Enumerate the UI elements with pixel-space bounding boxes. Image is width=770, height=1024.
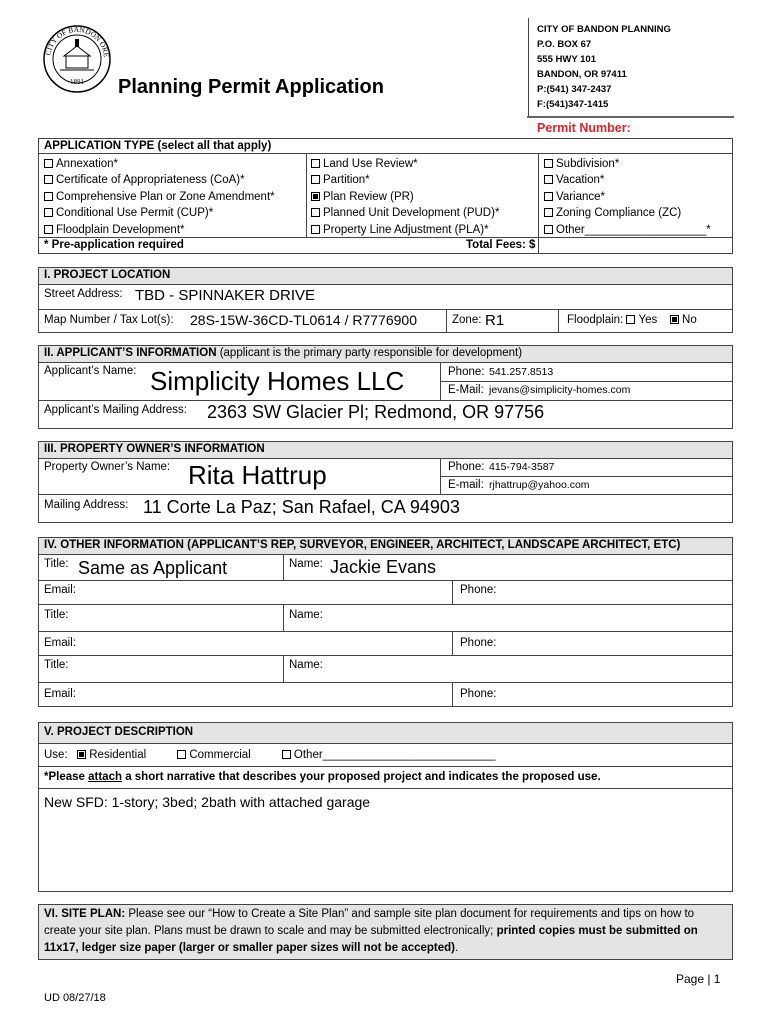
- divider: [38, 284, 733, 285]
- divider: [38, 554, 733, 555]
- divider: [38, 458, 733, 459]
- checkbox-zoning-compliance[interactable]: [544, 205, 711, 221]
- divider: [538, 153, 539, 254]
- divider: [38, 743, 733, 744]
- applicant-heading-title: II. APPLICANT’S INFORMATION: [44, 347, 217, 359]
- checkbox-icon[interactable]: [311, 225, 320, 234]
- rep2-name-label: Name:: [289, 609, 323, 621]
- checkbox-icon[interactable]: [44, 175, 53, 184]
- floodplain-no-label: No: [682, 314, 697, 326]
- checkbox-icon[interactable]: [544, 225, 553, 234]
- site-plan-text-end: .: [454, 942, 459, 954]
- divider: [38, 682, 733, 683]
- checkbox-icon[interactable]: [282, 750, 291, 759]
- checkbox-plan-review[interactable]: [311, 189, 499, 205]
- checkbox-label: Land Use Review*: [323, 158, 418, 170]
- app-type-col-3: [544, 156, 711, 238]
- checkbox-icon[interactable]: [311, 159, 320, 168]
- use-other-label: Other___________________________: [293, 749, 496, 761]
- owner-phone-label: Phone:: [448, 461, 485, 473]
- checkbox-label: Zoning Compliance (ZC): [556, 207, 682, 220]
- total-fees-label: Total Fees: $: [466, 239, 536, 251]
- divider: [38, 309, 733, 310]
- page-number: Page | 1: [676, 972, 721, 986]
- owner-name-field[interactable]: Rita Hattrup: [188, 460, 327, 490]
- checkbox-icon[interactable]: [544, 192, 553, 201]
- divider: [38, 655, 733, 656]
- site-plan-paper-requirement: printed copies must be submitted on 11x17, ledger size paper (larger or smaller paper sizes will not be accepted): [44, 925, 698, 954]
- floodplain-label: Floodplain:: [567, 314, 624, 326]
- checkbox-icon[interactable]: [44, 159, 53, 168]
- agency-line: P.O. BOX 67: [537, 39, 592, 50]
- form-title: Planning Permit Application: [118, 76, 384, 98]
- header-divider: [528, 18, 529, 116]
- divider: [440, 476, 733, 477]
- divider: [558, 309, 559, 333]
- checkbox-label: Vacation*: [556, 174, 605, 187]
- checkbox-icon[interactable]: [177, 750, 186, 759]
- checkbox-floodplain-dev[interactable]: [44, 222, 275, 238]
- divider: [283, 604, 284, 631]
- version-date: UD 08/27/18: [44, 992, 106, 1004]
- checkbox-label: Partition*: [323, 174, 370, 187]
- checkbox-pud[interactable]: [311, 205, 499, 221]
- attach-note-pre: *Please: [44, 771, 89, 783]
- checkbox-label: Certificate of Appropriateness (CoA)*: [56, 174, 245, 187]
- divider: [283, 554, 284, 580]
- project-narrative-field[interactable]: New SFD: 1-story; 3bed; 2bath with attached garage: [44, 794, 371, 810]
- divider: [446, 309, 447, 333]
- owner-heading: III. PROPERTY OWNER’S INFORMATION: [44, 443, 265, 455]
- project-location-heading: I. PROJECT LOCATION: [44, 269, 171, 281]
- checkbox-land-use[interactable]: [311, 156, 499, 172]
- checkbox-other[interactable]: [544, 222, 711, 238]
- checkbox-label: Plan Review (PR): [323, 190, 414, 203]
- divider: [452, 682, 453, 707]
- rep3-email-label: Email:: [44, 688, 76, 700]
- applicant-phone-field[interactable]: 541.257.8513: [489, 366, 554, 378]
- site-plan-heading: VI. SITE PLAN:: [44, 908, 126, 920]
- owner-name-label: Property Owner’s Name:: [44, 461, 171, 473]
- applicant-mailing-field[interactable]: 2363 SW Glacier Pl; Redmond, OR 97756: [207, 402, 545, 422]
- attach-note: [44, 771, 601, 783]
- checkbox-label: Other___________________*: [556, 223, 711, 236]
- application-type-heading: APPLICATION TYPE (select all that apply): [44, 140, 272, 152]
- rep2-phone-label: Phone:: [460, 637, 497, 649]
- rep1-name-label: Name:: [289, 558, 323, 570]
- project-description-heading: V. PROJECT DESCRIPTION: [44, 726, 194, 738]
- rep2-email-label: Email:: [44, 637, 76, 649]
- checkbox-icon[interactable]: [44, 208, 53, 217]
- agency-line: BANDON, OR 97411: [537, 69, 627, 80]
- rep3-name-label: Name:: [289, 659, 323, 671]
- divider: [440, 381, 733, 382]
- divider: [38, 788, 733, 789]
- checkbox-label: Subdivision*: [556, 158, 620, 170]
- owner-phone-field[interactable]: 415-794-3587: [489, 461, 555, 473]
- checkbox-icon[interactable]: [311, 208, 320, 217]
- use-field: [44, 749, 495, 761]
- rep3-phone-label: Phone:: [460, 688, 497, 700]
- svg-text:CITY OF BANDON OREGON: CITY OF BANDON ORE: [43, 24, 111, 58]
- checkbox-label: Floodplain Development*: [56, 223, 185, 236]
- checkbox-checked-icon[interactable]: [77, 750, 86, 759]
- attach-note-word: attach: [88, 771, 122, 783]
- owner-email-label: E-mail:: [448, 479, 484, 491]
- checkbox-icon[interactable]: [44, 225, 53, 234]
- divider: [38, 237, 733, 238]
- agency-line: F:(541)347-1415: [537, 99, 609, 110]
- header-rule: [527, 116, 734, 118]
- use-commercial-label: Commercial: [189, 749, 251, 761]
- checkbox-label: Annexation*: [56, 158, 119, 170]
- rep1-phone-label: Phone:: [460, 584, 497, 596]
- use-residential-label: Residential: [89, 749, 147, 761]
- rep1-title-label: Title:: [44, 558, 69, 570]
- owner-email-field[interactable]: rjhattrup@yahoo.com: [489, 479, 590, 491]
- checkbox-comp-plan[interactable]: [44, 189, 275, 205]
- checkbox-annexation[interactable]: [44, 156, 275, 172]
- map-number-field[interactable]: 28S-15W-36CD-TL0614 / R7776900: [190, 312, 417, 328]
- street-address-field[interactable]: TBD - SPINNAKER DRIVE: [135, 287, 316, 304]
- map-number-label: Map Number / Tax Lot(s):: [44, 314, 174, 326]
- rep1-name-field[interactable]: Jackie Evans: [330, 557, 437, 577]
- use-label: Use:: [44, 749, 68, 761]
- divider: [38, 580, 733, 581]
- divider: [38, 494, 733, 495]
- divider: [452, 631, 453, 655]
- app-type-col-2: [311, 156, 499, 238]
- checkbox-icon[interactable]: [544, 208, 553, 217]
- rep1-email-label: Email:: [44, 584, 76, 596]
- applicant-email-field[interactable]: jevans@simplicity-homes.com: [489, 384, 631, 396]
- agency-address: [537, 22, 671, 112]
- divider: [38, 604, 733, 605]
- applicant-mailing-label: Applicant’s Mailing Address:: [44, 404, 187, 416]
- checkbox-label: Variance*: [556, 190, 606, 203]
- applicant-phone-label: Phone:: [448, 366, 485, 378]
- checkbox-cup[interactable]: [44, 205, 275, 221]
- divider: [38, 766, 733, 767]
- owner-mailing-label: Mailing Address:: [44, 499, 129, 511]
- checkbox-label: Planned Unit Development (PUD)*: [323, 207, 500, 220]
- applicant-heading-note: (applicant is the primary party responsible for development): [219, 347, 523, 359]
- checkbox-checked-icon[interactable]: [311, 192, 320, 201]
- other-info-heading: IV. OTHER INFORMATION (APPLICANT’S REP, SURVEYOR, ENGINEER, ARCHITECT, LANDSCAPE ARCHITECT, ETC): [44, 539, 681, 551]
- checkbox-icon[interactable]: [44, 192, 53, 201]
- agency-line: 555 HWY 101: [537, 54, 596, 65]
- divider: [283, 655, 284, 682]
- applicant-heading: [44, 347, 522, 359]
- checkbox-coa[interactable]: [44, 172, 275, 188]
- checkbox-pla[interactable]: [311, 222, 499, 238]
- app-type-col-1: [44, 156, 275, 238]
- site-plan-text: [44, 906, 728, 957]
- attach-note-post: a short narrative that describes your proposed project and indicates the proposed use.: [122, 771, 601, 783]
- checkbox-vacation[interactable]: [544, 172, 711, 188]
- floodplain-yes-label: Yes: [638, 314, 658, 326]
- zone-label: Zone:: [452, 314, 482, 326]
- divider: [306, 153, 307, 237]
- floodplain-field: [567, 314, 697, 326]
- checkbox-partition[interactable]: [311, 172, 499, 188]
- checkbox-checked-icon[interactable]: [670, 315, 679, 324]
- checkbox-subdivision[interactable]: [544, 156, 711, 172]
- checkbox-icon[interactable]: [626, 315, 635, 324]
- street-address-label: Street Address:: [44, 288, 123, 300]
- divider: [38, 153, 733, 154]
- checkbox-icon[interactable]: [311, 175, 320, 184]
- checkbox-label: Conditional Use Permit (CUP)*: [56, 207, 214, 220]
- checkbox-label: Property Line Adjustment (PLA)*: [323, 223, 489, 236]
- divider: [38, 400, 733, 401]
- checkbox-variance[interactable]: [544, 189, 711, 205]
- site-plan-instructions: Please see our “How to Create a Site Plan” and sample site plan document for requirements and tips on how to create your site plan. Plans must be drawn to scale and may be submitted electronically;: [44, 908, 695, 937]
- zone-field[interactable]: R1: [485, 312, 505, 329]
- divider: [452, 580, 453, 604]
- svg-text:1891: 1891: [70, 78, 84, 86]
- city-seal-logo: [42, 24, 112, 94]
- divider: [38, 631, 733, 632]
- checkbox-label: Comprehensive Plan or Zone Amendment*: [56, 190, 275, 203]
- permit-number-label: Permit Number:: [537, 121, 631, 135]
- owner-mailing-field[interactable]: 11 Corte La Paz; San Rafael, CA 94903: [143, 497, 460, 517]
- rep1-title-field[interactable]: Same as Applicant: [78, 558, 228, 578]
- pre-application-note: * Pre-application required: [44, 239, 184, 251]
- rep3-title-label: Title:: [44, 659, 69, 671]
- agency-line: P:(541) 347-2437: [537, 84, 612, 95]
- divider: [38, 362, 733, 363]
- agency-line: CITY OF BANDON PLANNING: [537, 24, 671, 35]
- checkbox-icon[interactable]: [544, 175, 553, 184]
- rep2-title-label: Title:: [44, 609, 69, 621]
- applicant-name-label: Applicant’s Name:: [44, 365, 137, 377]
- applicant-name-field[interactable]: Simplicity Homes LLC: [150, 366, 405, 396]
- checkbox-icon[interactable]: [544, 159, 553, 168]
- applicant-email-label: E-Mail:: [448, 384, 484, 396]
